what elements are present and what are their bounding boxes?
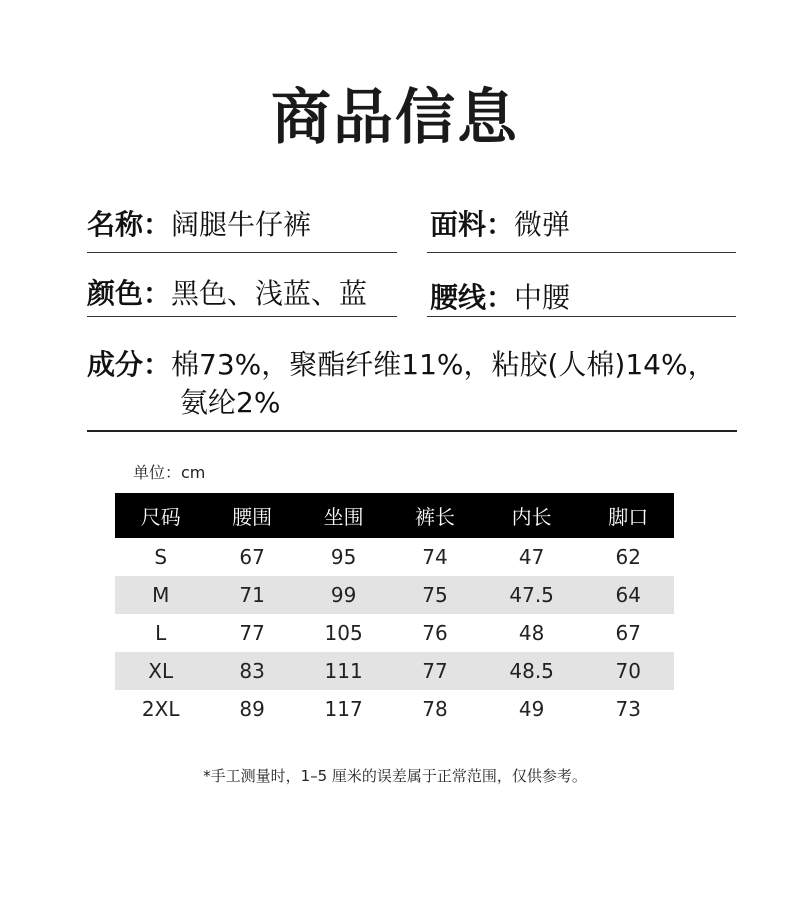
- table-cell: 47.5: [481, 576, 583, 614]
- composition-field-cont: [180, 381, 280, 421]
- table-cell: 77: [389, 652, 480, 690]
- table-row: [115, 538, 674, 576]
- header-size: 尺码: [115, 493, 206, 538]
- divider: [87, 316, 397, 317]
- table-cell: 83: [206, 652, 297, 690]
- table-cell: 70: [583, 652, 674, 690]
- table-cell: 99: [298, 576, 389, 614]
- table-cell: 95: [330, 545, 357, 569]
- color-label: 颜色：: [87, 277, 172, 310]
- fabric-value: 微弹: [514, 208, 571, 241]
- table-cell: 73: [615, 697, 641, 721]
- header-waist: 腰围: [206, 493, 297, 538]
- fabric-field: [430, 203, 570, 243]
- name-field: [87, 203, 311, 243]
- table-cell: 48.5: [481, 652, 583, 690]
- unit-label: 单位：cm: [133, 463, 206, 482]
- table-cell: 105: [324, 621, 363, 645]
- table-cell: L: [155, 621, 167, 645]
- table-cell: 64: [583, 576, 674, 614]
- table-cell: 67: [239, 545, 265, 569]
- composition-field: [87, 343, 716, 383]
- table-cell: 117: [324, 697, 363, 721]
- composition-label: 成分：: [87, 348, 172, 381]
- table-cell: 2XL: [141, 697, 180, 721]
- table-row: [115, 576, 674, 614]
- table-cell: S: [154, 545, 168, 569]
- composition-line-2: 氨纶2%: [180, 386, 281, 419]
- divider: [427, 252, 736, 253]
- color-value: 黑色、浅蓝、蓝: [171, 277, 368, 310]
- divider: [427, 316, 736, 317]
- table-cell: 48: [518, 621, 545, 645]
- header-leg-opening: 脚口: [583, 493, 674, 538]
- divider: [87, 430, 737, 432]
- waist-label: 腰线：: [430, 281, 515, 314]
- size-table: [115, 493, 674, 728]
- table-cell: 67: [615, 621, 641, 645]
- table-cell: 47: [518, 545, 545, 569]
- name-value: 阔腿牛仔裤: [171, 208, 312, 241]
- table-cell: 74: [422, 545, 448, 569]
- table-cell: 62: [615, 545, 641, 569]
- table-cell: 49: [518, 697, 545, 721]
- table-row: [115, 652, 674, 690]
- table-cell: 71: [206, 576, 297, 614]
- page-title: 商品信息: [271, 83, 519, 153]
- header-inseam: 内长: [481, 493, 583, 538]
- fabric-label: 面料：: [430, 208, 515, 241]
- header-length: 裤长: [389, 493, 480, 538]
- measurement-note: *手工测量时，1–5 厘米的误差属于正常范围，仅供参考。: [203, 767, 587, 785]
- waist-value: 中腰: [514, 281, 571, 314]
- table-row: [115, 614, 674, 652]
- table-cell: 89: [239, 697, 265, 721]
- color-field: [87, 272, 367, 312]
- table-cell: 111: [298, 652, 389, 690]
- waist-field: [430, 276, 570, 316]
- header-hip: 坐围: [298, 493, 389, 538]
- table-cell: XL: [115, 652, 206, 690]
- name-label: 名称：: [87, 208, 172, 241]
- table-cell: 75: [389, 576, 480, 614]
- table-cell: M: [115, 576, 206, 614]
- divider: [87, 252, 397, 253]
- table-cell: 76: [422, 621, 448, 645]
- table-cell: 77: [239, 621, 265, 645]
- table-row: [115, 690, 674, 728]
- table-cell: 78: [422, 697, 448, 721]
- composition-line-1: 棉73%，聚酯纤维11%，粘胶(人棉)14%，: [171, 348, 716, 381]
- table-header-row: [115, 493, 674, 538]
